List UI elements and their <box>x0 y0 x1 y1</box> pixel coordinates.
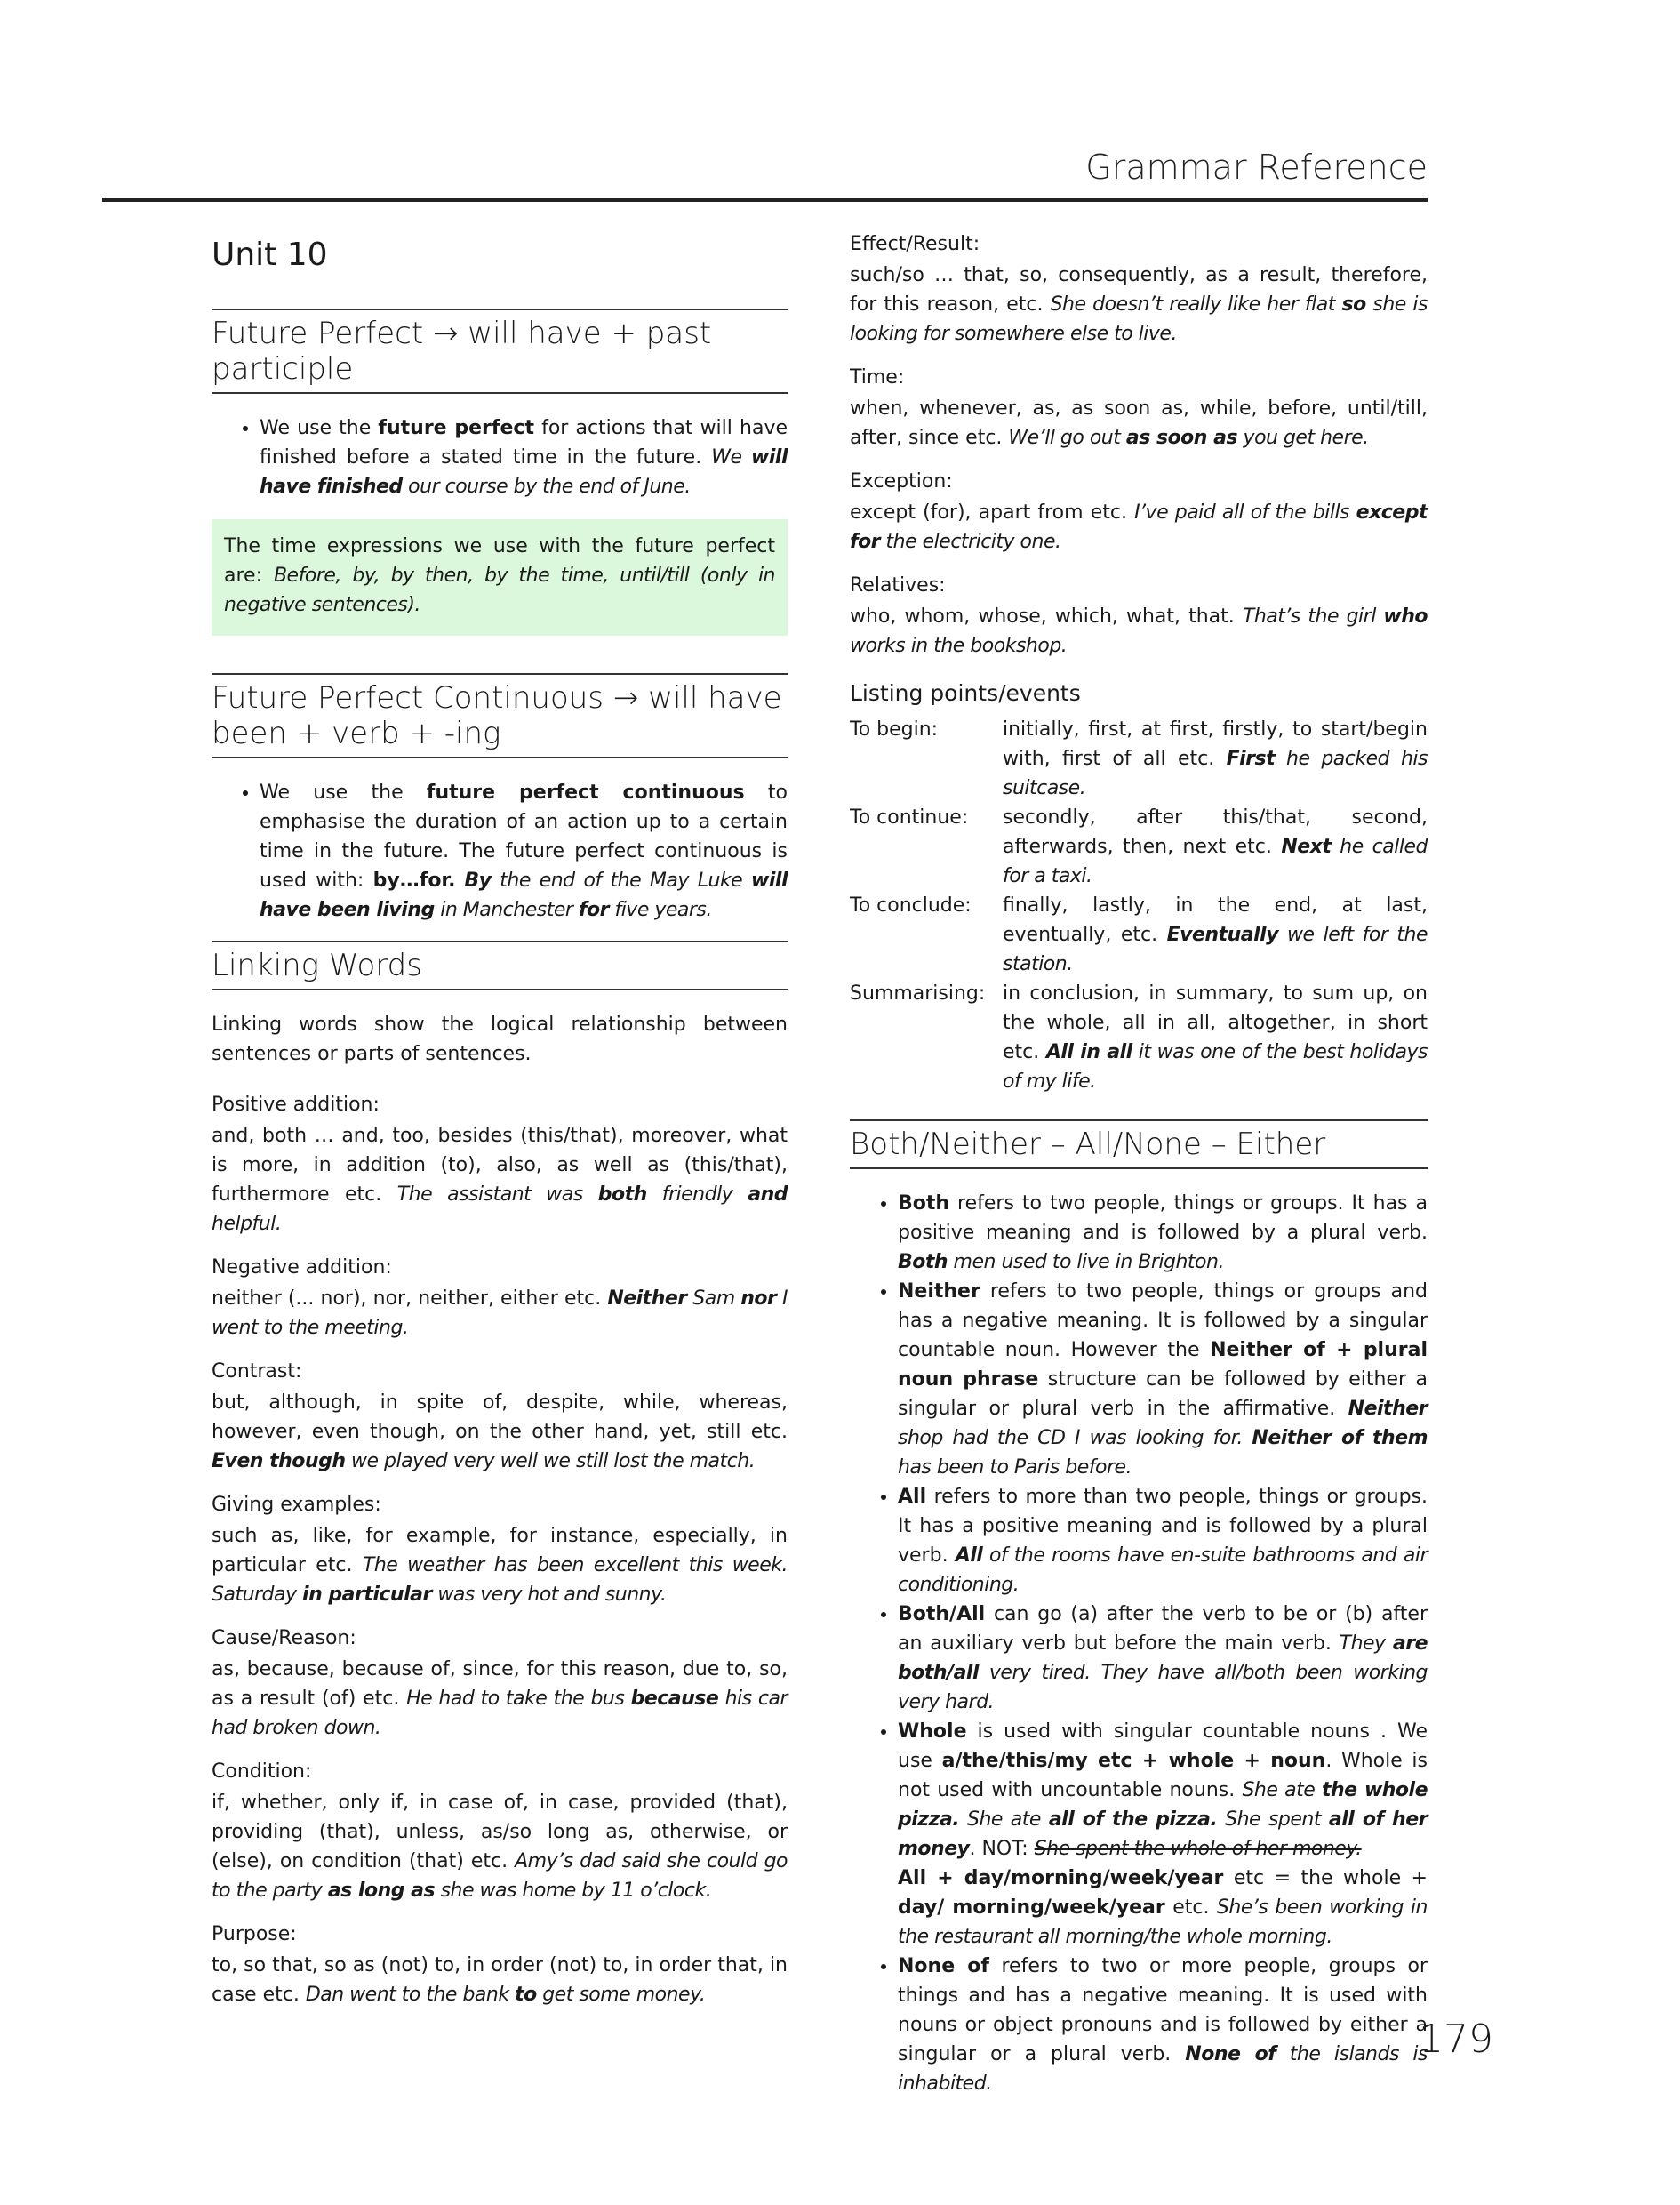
example: We <box>711 446 752 469</box>
example: men used to live in Brighton. <box>948 1251 1224 1273</box>
example-bold: both <box>597 1183 647 1206</box>
linking-intro: Linking words show the logical relationship between sentences or parts of sentences. <box>212 1014 788 1065</box>
example-bold: and <box>748 1183 788 1206</box>
negative-addition-text <box>212 1284 788 1343</box>
example: Amy’s dad said she could go to the party <box>212 1850 788 1902</box>
example-bold: Eventually <box>1166 924 1279 946</box>
positive-addition-label: Positive addition: <box>212 1094 380 1116</box>
example: Sam <box>686 1287 741 1310</box>
example: he called for a taxi. <box>1003 836 1428 887</box>
giving-examples-label: Giving examples: <box>212 1494 381 1516</box>
text: structure can be followed by either a singular or plural verb in the affirmative. <box>898 1368 1428 1420</box>
text: etc = the whole + <box>1223 1867 1428 1889</box>
example-bold: None of <box>1185 2043 1276 2065</box>
text: if, whether, only if, in case of, in case, provided (that), providing (that), unless, as/so long as, otherwise, or (else), on condition (that) etc. <box>212 1792 788 1872</box>
term: All <box>898 1486 927 1508</box>
time-text <box>850 394 1428 453</box>
contrast-label: Contrast: <box>212 1360 302 1383</box>
heading-text: Future Perfect <box>212 316 433 351</box>
text: when, whenever, as, as soon as, while, before, until/till, after, since etc. <box>850 397 1428 449</box>
term: Neither of + plural noun phrase <box>898 1339 1428 1391</box>
text: such/so … that, so, consequently, as a result, therefore, for this reason, etc. <box>850 264 1428 316</box>
term: Both/All <box>898 1603 986 1625</box>
list-item <box>260 413 788 501</box>
text: but, although, in spite of, despite, while, whereas, however, even though, on the other hand, yet, still etc. <box>212 1391 788 1443</box>
example: we left for the station. <box>1003 924 1428 975</box>
list-item <box>898 1189 1428 1277</box>
example: She doesn’t really like her flat <box>1050 293 1342 316</box>
listing-heading: Listing points/events <box>850 680 1081 706</box>
example-bold: are both/all <box>898 1632 1428 1684</box>
text: such as, like, for example, for instance, especially, in particular etc. <box>212 1525 788 1576</box>
list-item <box>898 1952 1428 2098</box>
effect-result-label: Effect/Result: <box>850 233 980 255</box>
cause-reason-label: Cause/Reason: <box>212 1627 356 1649</box>
exception-label: Exception: <box>850 470 953 493</box>
text: We use the <box>260 417 379 439</box>
effect-result-text <box>850 261 1428 349</box>
text: . Whole is not used with uncountable nouns. <box>898 1750 1428 1801</box>
linking-words-heading: Linking Words <box>212 941 788 990</box>
example-bold: Neither <box>1348 1398 1428 1420</box>
both-neither-heading: Both/Neither – All/None – Either <box>850 1119 1428 1169</box>
text: refers to two people, things or groups. It has a positive meaning and is followed by a plural verb. <box>898 1192 1428 1244</box>
text: to, so that, so as (not) to, in order (not) to, in order that, in case etc. <box>212 1954 788 2006</box>
example: He had to take the bus <box>406 1688 631 1710</box>
condition-label: Condition: <box>212 1760 312 1783</box>
example-bold: to <box>515 1984 537 2006</box>
example-bold: Both <box>898 1251 948 1273</box>
term: None of <box>898 1955 989 1977</box>
example: They <box>1339 1632 1393 1655</box>
example: The assistant was <box>396 1183 598 1206</box>
relatives-text <box>850 602 1428 661</box>
example: She ate <box>959 1808 1049 1831</box>
term: Whole <box>898 1720 967 1743</box>
example-bold: Even though <box>212 1450 346 1472</box>
positive-addition-text <box>212 1121 788 1239</box>
purpose-label: Purpose: <box>212 1923 297 1945</box>
right-column <box>850 222 1428 2114</box>
text: . NOT: <box>969 1838 1035 1860</box>
term: Neither <box>898 1280 980 1303</box>
future-perfect-continuous-list <box>212 778 788 925</box>
example-bold: as long as <box>327 1880 436 1902</box>
example-bold: nor <box>740 1287 777 1310</box>
arrow-icon: → <box>612 680 639 716</box>
example: you get here. <box>1237 427 1369 449</box>
example: works in the bookshop. <box>850 635 1068 657</box>
example-bold: except for <box>850 501 1428 553</box>
left-column <box>212 222 788 2009</box>
listing-value <box>1003 891 1428 979</box>
header-rule <box>102 198 1428 202</box>
exception-text <box>850 498 1428 557</box>
future-perfect-heading <box>212 309 788 394</box>
listing-value <box>1003 715 1428 803</box>
example: She’s been working in the restaurant all morning/the whole morning. <box>898 1896 1428 1948</box>
future-perfect-continuous-heading <box>212 673 788 758</box>
listing-table <box>850 715 1428 1096</box>
text: secondly, after this/that, second, afterwards, then, next etc. <box>1003 806 1428 858</box>
listing-label: To continue: <box>850 806 969 829</box>
example: get some money. <box>536 1984 706 2006</box>
relatives-label: Relatives: <box>850 574 946 597</box>
example: he packed his suitcase. <box>1003 748 1428 799</box>
example: friendly <box>646 1183 748 1206</box>
unit-title: Unit 10 <box>212 237 328 273</box>
example: in Manchester <box>434 899 579 921</box>
example-bold: Neither <box>607 1287 687 1310</box>
text: in conclusion, in summary, to sum up, on the whole, all in all, altogether, in short etc. <box>1003 982 1428 1063</box>
example: it was one of the best holidays of my life. <box>1003 1041 1428 1093</box>
giving-examples-text <box>212 1521 788 1609</box>
example: his car had broken down. <box>212 1688 788 1739</box>
term: future perfect <box>378 417 534 439</box>
both-neither-list <box>850 1189 1428 2098</box>
example-bold: so <box>1341 293 1366 316</box>
text: refers to two or more people, groups or things and has a negative meaning. It is used with nouns or object pronouns and is followed by either a singular or a plural verb. <box>898 1955 1428 2065</box>
text: and, both … and, too, besides (this/that), moreover, what is more, in addition (to), also, as well as (this/that), furthermore etc. <box>212 1125 788 1206</box>
condition-text <box>212 1788 788 1905</box>
term: All + day/morning/week/year <box>898 1867 1224 1889</box>
listing-label: To begin: <box>850 718 939 741</box>
text: initially, first, at first, firstly, to start/begin with, first of all etc. <box>1003 718 1428 770</box>
text: We use the <box>260 782 427 804</box>
heading-text: will have been + verb + -ing <box>212 680 782 751</box>
page-number: 179 <box>1419 2017 1493 2062</box>
list-item <box>898 1600 1428 1717</box>
time-expressions-box <box>212 519 788 636</box>
text: for actions that will have finished before a stated time in the future. <box>260 417 788 469</box>
example-bold: will have been living <box>260 870 788 921</box>
example: the electricity one. <box>880 531 1061 553</box>
listing-label: To conclude: <box>850 894 972 917</box>
example: the end of the May Luke <box>491 870 752 892</box>
listing-value <box>1003 803 1428 891</box>
text: refers to more than two people, things or groups. It has a positive meaning and is followed by a plural verb. <box>898 1486 1428 1567</box>
future-perfect-list <box>212 413 788 501</box>
example: the islands is inhabited. <box>898 2043 1428 2095</box>
text: refers to two people, things or groups and has a negative meaning. It is followed by a singular countable noun. However the <box>898 1280 1428 1361</box>
example-bold: for <box>578 899 609 921</box>
heading-text: will have + past participle <box>212 316 712 387</box>
example: I went to the meeting. <box>212 1287 788 1339</box>
example: she is looking for somewhere else to live. <box>850 293 1428 345</box>
heading-text: Future Perfect Continuous <box>212 680 613 716</box>
example-bold: all of her money <box>898 1808 1428 1860</box>
example: She spent <box>1217 1808 1329 1831</box>
text: to emphasise the duration of an action up to a certain time in the future. The future perfect continuous is used with: <box>260 782 788 892</box>
text: etc. <box>1164 1896 1217 1919</box>
example: our course by the end of June. <box>402 476 691 498</box>
example: five years. <box>608 899 712 921</box>
negative-addition-label: Negative addition: <box>212 1256 392 1279</box>
page-header-title: Grammar Reference <box>1085 148 1428 187</box>
time-label: Time: <box>850 366 905 389</box>
term: by…for. <box>372 870 456 892</box>
example-bold: All in all <box>1045 1041 1132 1063</box>
example: of the rooms have en-suite bathrooms and air conditioning. <box>898 1544 1428 1596</box>
list-item <box>898 1717 1428 1952</box>
list-item <box>260 778 788 925</box>
cause-reason-text <box>212 1655 788 1743</box>
example: helpful. <box>212 1213 282 1235</box>
text: is used with singular countable nouns . We use <box>898 1720 1428 1772</box>
example-bold: All <box>955 1544 983 1567</box>
example: That’s the girl <box>1242 605 1384 628</box>
example: Dan went to the bank <box>305 1984 516 2006</box>
example-bold: as soon as <box>1125 427 1238 449</box>
example-bold: First <box>1226 748 1276 770</box>
example-bold: By <box>464 870 492 892</box>
example-bold: Next <box>1281 836 1332 858</box>
term: future perfect continuous <box>426 782 745 804</box>
example-bold: because <box>630 1688 719 1710</box>
arrow-icon: → <box>433 316 459 351</box>
struck-example: She spent the whole of her money. <box>1034 1838 1362 1860</box>
example: She ate <box>1242 1779 1322 1801</box>
example-bold: the whole pizza. <box>898 1779 1428 1831</box>
example: has been to Paris before. <box>898 1456 1132 1479</box>
listing-label: Summarising: <box>850 982 986 1005</box>
example: was very hot and sunny. <box>431 1584 667 1606</box>
example: very tired. They have all/both been working very hard. <box>898 1662 1428 1713</box>
example: The weather has been excellent this week. Saturday <box>212 1554 788 1606</box>
box-examples: Before, by, by then, by the time, until/till (only in negative sentences). <box>224 565 775 616</box>
example <box>456 870 465 892</box>
example: I’ve paid all of the bills <box>1134 501 1356 524</box>
example: we played very well we still lost the match. <box>345 1450 756 1472</box>
example: she was home by 11 o’clock. <box>435 1880 712 1902</box>
text: who, whom, whose, which, what, that. <box>850 605 1243 628</box>
text: neither (... nor), nor, neither, either etc. <box>212 1287 608 1310</box>
example-bold: in particular <box>302 1584 432 1606</box>
text: can go (a) after the verb to be or (b) after an auxiliary verb but before the main verb. <box>898 1603 1428 1655</box>
contrast-text <box>212 1388 788 1476</box>
purpose-text <box>212 1951 788 2009</box>
box-lead: The time expressions we use with the future perfect are: <box>224 535 775 587</box>
example: We’ll go out <box>1008 427 1126 449</box>
example-bold: all of the pizza. <box>1048 1808 1218 1831</box>
example-bold: Neither of them <box>1252 1427 1428 1449</box>
example-bold: will have finished <box>260 446 788 498</box>
example: shop had the CD I was looking for. <box>898 1427 1252 1449</box>
example-bold: who <box>1383 605 1428 628</box>
list-item <box>898 1482 1428 1600</box>
text: except (for), apart from etc. <box>850 501 1135 524</box>
text: as, because, because of, since, for this reason, due to, so, as a result (of) etc. <box>212 1658 788 1710</box>
term: day/ morning/week/year <box>898 1896 1165 1919</box>
list-item <box>898 1277 1428 1482</box>
term: Both <box>898 1192 950 1215</box>
text: finally, lastly, in the end, at last, eventually, etc. <box>1003 894 1428 946</box>
listing-value <box>1003 979 1428 1096</box>
term: a/the/this/my etc + whole + noun <box>941 1750 1326 1772</box>
